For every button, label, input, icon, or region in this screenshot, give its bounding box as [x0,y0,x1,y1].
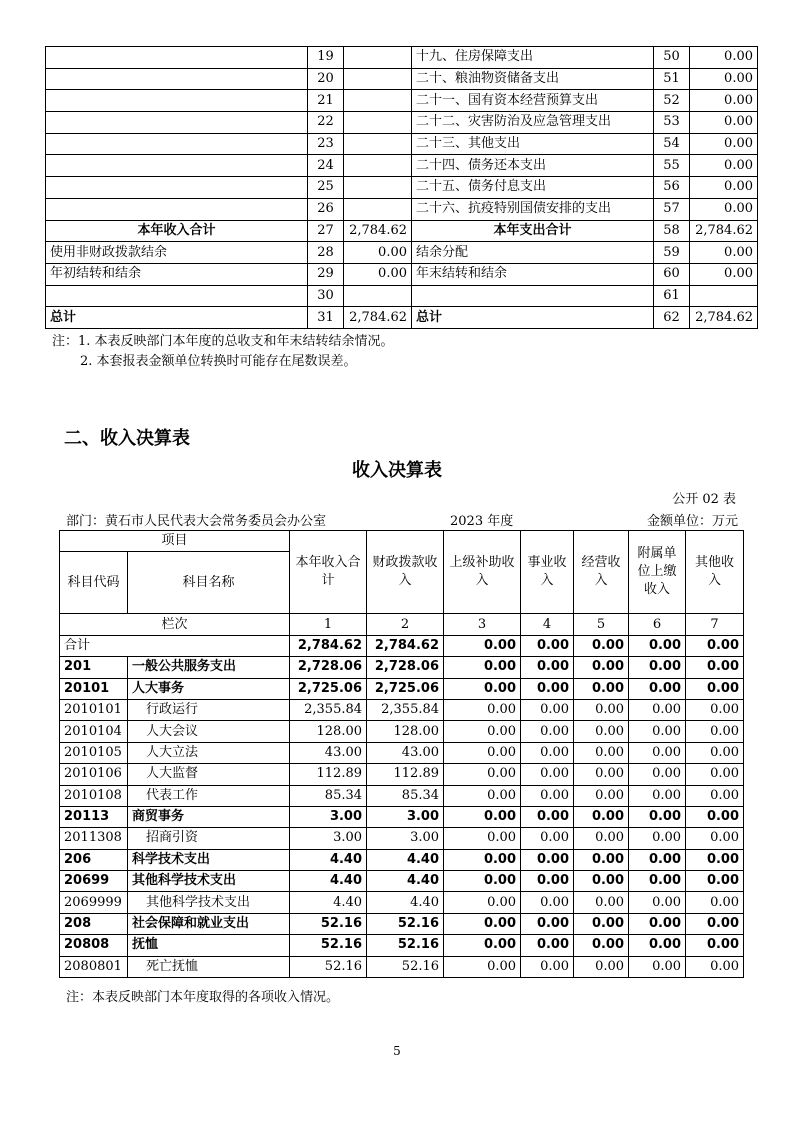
left-line-no: 19 [308,47,344,69]
income-value: 0.00 [686,871,744,892]
income-value: 0.00 [521,699,574,720]
summary-row [46,112,758,134]
page-number: 5 [393,1044,401,1058]
income-value: 52.16 [367,956,444,977]
right-value: 0.00 [690,242,758,264]
section-heading: 二、收入决算表 [64,428,190,449]
income-value: 0.00 [629,699,686,720]
income-value: 0.00 [686,721,744,742]
right-line-no: 55 [654,155,690,177]
income-value: 52.16 [290,935,367,956]
income-value: 2,728.06 [367,657,444,678]
income-value: 112.89 [367,764,444,785]
unit-label: 金额单位：万元 [646,514,738,529]
right-value: 0.00 [690,90,758,112]
income-value: 0.00 [444,721,521,742]
income-row [60,871,744,892]
income-value: 43.00 [290,742,367,763]
income-value: 0.00 [444,657,521,678]
income-value: 4.40 [367,871,444,892]
header-col-6: 附属单位上缴收入 [629,531,686,614]
subject-code: 2010101 [60,699,128,720]
income-value: 2,725.06 [290,678,367,699]
total-value: 2,784.62 [367,635,444,656]
header-col-5: 经营收入 [574,531,629,614]
left-value [344,112,412,134]
subject-name: 人大事务 [128,678,290,699]
income-value: 0.00 [574,892,629,913]
subject-code: 2010108 [60,785,128,806]
left-label [46,285,308,307]
col-num: 1 [290,614,367,635]
income-value: 0.00 [629,871,686,892]
left-line-no: 22 [308,112,344,134]
summary-row [46,307,758,329]
income-value: 0.00 [444,892,521,913]
right-label: 十九、住房保障支出 [412,47,654,69]
total-row [60,635,744,656]
table2-note: 注：本表反映部门本年度取得的各项收入情况。 [66,990,340,1005]
income-value: 128.00 [367,721,444,742]
income-value: 0.00 [629,892,686,913]
income-value: 0.00 [521,806,574,827]
summary-row [46,177,758,199]
income-value: 112.89 [290,764,367,785]
header-col-1: 本年收入合计 [290,531,367,614]
income-value: 0.00 [521,935,574,956]
income-value: 0.00 [574,678,629,699]
income-value: 43.00 [367,742,444,763]
summary-row [46,68,758,90]
left-label: 本年收入合计 [46,220,308,242]
left-value [344,155,412,177]
subject-name: 代表工作 [128,785,290,806]
income-table [59,530,744,978]
right-value: 0.00 [690,47,758,69]
subject-code: 2010105 [60,742,128,763]
income-row [60,828,744,849]
right-line-no: 51 [654,68,690,90]
total-value: 0.00 [629,635,686,656]
income-row [60,913,744,934]
left-label: 使用非财政拨款结余 [46,242,308,264]
income-value: 0.00 [574,742,629,763]
left-label [46,47,308,69]
income-value: 0.00 [521,828,574,849]
summary-row [46,198,758,220]
left-value: 0.00 [344,242,412,264]
income-value: 0.00 [686,657,744,678]
income-value: 0.00 [521,657,574,678]
left-value: 2,784.62 [344,307,412,329]
right-line-no: 62 [654,307,690,329]
subject-name: 商贸事务 [128,806,290,827]
income-value: 0.00 [521,871,574,892]
left-line-no: 25 [308,177,344,199]
income-value: 0.00 [686,892,744,913]
income-value: 2,355.84 [290,699,367,720]
header-code: 科目代码 [60,552,128,614]
income-value: 0.00 [686,849,744,870]
subject-name: 其他科学技术支出 [128,892,290,913]
income-value: 0.00 [521,742,574,763]
income-value: 0.00 [686,956,744,977]
right-line-no: 59 [654,242,690,264]
right-label: 二十三、其他支出 [412,133,654,155]
header-col-2: 财政拨款收入 [367,531,444,614]
left-line-no: 21 [308,90,344,112]
left-line-no: 29 [308,263,344,285]
income-value: 0.00 [574,785,629,806]
income-value: 0.00 [629,764,686,785]
right-value: 0.00 [690,68,758,90]
income-value: 0.00 [686,742,744,763]
income-value: 52.16 [290,956,367,977]
income-row [60,785,744,806]
income-value: 0.00 [521,764,574,785]
subject-name: 其他科学技术支出 [128,871,290,892]
subject-name: 招商引资 [128,828,290,849]
right-line-no: 58 [654,220,690,242]
subject-name: 人大会议 [128,721,290,742]
subject-name: 一般公共服务支出 [128,657,290,678]
income-value: 0.00 [629,678,686,699]
col-num: 3 [444,614,521,635]
right-label: 二十六、抗疫特别国债安排的支出 [412,198,654,220]
summary-row [46,242,758,264]
income-value: 0.00 [521,892,574,913]
income-value: 0.00 [574,871,629,892]
subject-name: 死亡抚恤 [128,956,290,977]
left-value [344,47,412,69]
total-value: 0.00 [574,635,629,656]
income-value: 0.00 [444,764,521,785]
lanci-label: 栏次 [60,614,290,635]
left-value [344,68,412,90]
subject-name: 人大立法 [128,742,290,763]
subject-name: 科学技术支出 [128,849,290,870]
income-value: 0.00 [686,935,744,956]
income-value: 0.00 [574,721,629,742]
total-value: 0.00 [686,635,744,656]
income-row [60,678,744,699]
income-value: 85.34 [367,785,444,806]
summary-row [46,285,758,307]
income-row [60,657,744,678]
right-line-no: 53 [654,112,690,134]
left-label [46,90,308,112]
income-value: 0.00 [686,764,744,785]
income-value: 0.00 [521,913,574,934]
left-line-no: 23 [308,133,344,155]
income-value: 0.00 [521,849,574,870]
right-line-no: 52 [654,90,690,112]
income-value: 0.00 [574,935,629,956]
income-value: 0.00 [686,678,744,699]
income-value: 52.16 [367,913,444,934]
income-value: 0.00 [574,699,629,720]
total-value: 0.00 [444,635,521,656]
col-num: 5 [574,614,629,635]
income-row [60,742,744,763]
left-line-no: 30 [308,285,344,307]
col-num: 7 [686,614,744,635]
left-line-no: 20 [308,68,344,90]
income-value: 0.00 [521,678,574,699]
subject-code: 2080801 [60,956,128,977]
subject-code: 20101 [60,678,128,699]
header-name: 科目名称 [128,552,290,614]
income-value: 4.40 [367,892,444,913]
left-label [46,112,308,134]
income-value: 52.16 [367,935,444,956]
right-label: 总计 [412,307,654,329]
right-label: 二十一、国有资本经营预算支出 [412,90,654,112]
income-value: 0.00 [444,849,521,870]
summary-row [46,263,758,285]
left-value: 0.00 [344,263,412,285]
subject-code: 2010104 [60,721,128,742]
left-line-no: 28 [308,242,344,264]
income-value: 0.00 [629,657,686,678]
income-value: 0.00 [629,742,686,763]
income-row [60,764,744,785]
right-value [690,285,758,307]
year-label: 2023 年度 [450,514,514,529]
income-value: 3.00 [290,828,367,849]
right-value: 0.00 [690,198,758,220]
left-value [344,133,412,155]
left-label [46,155,308,177]
left-value [344,177,412,199]
summary-table-continued [45,46,758,329]
subject-code: 208 [60,913,128,934]
summary-row [46,133,758,155]
department-label: 部门：黄石市人民代表大会常务委员会办公室 [66,514,327,529]
income-row [60,892,744,913]
income-value: 0.00 [444,871,521,892]
header-project: 项目 [60,531,290,552]
income-value: 0.00 [574,657,629,678]
income-value: 52.16 [290,913,367,934]
income-value: 4.40 [290,871,367,892]
income-row [60,806,744,827]
income-value: 4.40 [290,892,367,913]
income-value: 128.00 [290,721,367,742]
left-label [46,177,308,199]
right-line-no: 56 [654,177,690,199]
income-value: 0.00 [686,806,744,827]
summary-row [46,220,758,242]
subject-name: 社会保障和就业支出 [128,913,290,934]
right-value: 2,784.62 [690,307,758,329]
income-value: 0.00 [629,828,686,849]
right-label [412,285,654,307]
income-value: 0.00 [444,806,521,827]
subject-code: 20113 [60,806,128,827]
income-value: 85.34 [290,785,367,806]
income-value: 0.00 [574,913,629,934]
income-row [60,849,744,870]
right-line-no: 61 [654,285,690,307]
left-line-no: 26 [308,198,344,220]
left-line-no: 31 [308,307,344,329]
header-col-3: 上级补助收入 [444,531,521,614]
income-value: 0.00 [444,742,521,763]
income-value: 0.00 [686,699,744,720]
right-value: 0.00 [690,177,758,199]
income-value: 0.00 [574,806,629,827]
income-value: 0.00 [629,956,686,977]
income-value: 0.00 [629,806,686,827]
total-value: 0.00 [521,635,574,656]
right-label: 结余分配 [412,242,654,264]
right-label: 本年支出合计 [412,220,654,242]
subject-name: 抚恤 [128,935,290,956]
income-row [60,699,744,720]
right-value: 0.00 [690,155,758,177]
right-label: 二十二、灾害防治及应急管理支出 [412,112,654,134]
income-row [60,935,744,956]
income-value: 0.00 [444,828,521,849]
subject-code: 20699 [60,871,128,892]
income-value: 0.00 [574,956,629,977]
table1-note-2: 2. 本套报表金额单位转换时可能存在尾数误差。 [80,354,357,369]
left-label [46,133,308,155]
subject-code: 20808 [60,935,128,956]
left-label: 年初结转和结余 [46,263,308,285]
subject-code: 201 [60,657,128,678]
income-value: 0.00 [444,935,521,956]
income-value: 2,355.84 [367,699,444,720]
income-value: 2,728.06 [290,657,367,678]
left-line-no: 24 [308,155,344,177]
income-row [60,956,744,977]
header-row-1 [60,531,744,552]
income-value: 0.00 [521,785,574,806]
right-label: 二十五、债务付息支出 [412,177,654,199]
left-label [46,198,308,220]
right-label: 二十、粮油物资储备支出 [412,68,654,90]
income-value: 0.00 [686,785,744,806]
subject-code: 2011308 [60,828,128,849]
income-value: 3.00 [367,828,444,849]
right-line-no: 57 [654,198,690,220]
right-value: 2,784.62 [690,220,758,242]
right-line-no: 54 [654,133,690,155]
table1-note-1: 注：1. 本表反映部门本年度的总收支和年末结转结余情况。 [52,334,394,349]
right-value: 0.00 [690,133,758,155]
subject-name: 行政运行 [128,699,290,720]
income-value: 0.00 [686,828,744,849]
income-row [60,721,744,742]
column-number-row [60,614,744,635]
income-value: 0.00 [574,828,629,849]
right-value: 0.00 [690,112,758,134]
income-value: 0.00 [444,699,521,720]
left-value [344,198,412,220]
right-line-no: 50 [654,47,690,69]
income-value: 0.00 [521,956,574,977]
total-label: 合计 [60,635,290,656]
left-label: 总计 [46,307,308,329]
col-num: 4 [521,614,574,635]
subject-code: 2010106 [60,764,128,785]
income-value: 0.00 [521,721,574,742]
right-value: 0.00 [690,263,758,285]
income-value: 0.00 [629,913,686,934]
header-col-7: 其他收入 [686,531,744,614]
income-value: 0.00 [574,849,629,870]
income-value: 0.00 [629,785,686,806]
table2-code: 公开 02 表 [672,492,736,507]
left-line-no: 27 [308,220,344,242]
col-num: 2 [367,614,444,635]
summary-row [46,90,758,112]
income-value: 0.00 [444,956,521,977]
income-value: 0.00 [574,764,629,785]
total-value: 2,784.62 [290,635,367,656]
income-value: 0.00 [629,935,686,956]
header-col-4: 事业收入 [521,531,574,614]
income-value: 0.00 [444,678,521,699]
left-label [46,68,308,90]
summary-row [46,47,758,69]
col-num: 6 [629,614,686,635]
income-value: 0.00 [444,785,521,806]
income-value: 3.00 [290,806,367,827]
subject-name: 人大监督 [128,764,290,785]
summary-row [46,155,758,177]
right-line-no: 60 [654,263,690,285]
income-value: 4.40 [290,849,367,870]
income-value: 4.40 [367,849,444,870]
right-label: 年末结转和结余 [412,263,654,285]
income-value: 3.00 [367,806,444,827]
left-value: 2,784.62 [344,220,412,242]
subject-code: 2069999 [60,892,128,913]
income-value: 0.00 [629,721,686,742]
income-value: 2,725.06 [367,678,444,699]
right-label: 二十四、债务还本支出 [412,155,654,177]
income-value: 0.00 [444,913,521,934]
left-value [344,285,412,307]
left-value [344,90,412,112]
income-value: 0.00 [686,913,744,934]
table2-title: 收入决算表 [352,460,442,481]
subject-code: 206 [60,849,128,870]
income-value: 0.00 [629,849,686,870]
